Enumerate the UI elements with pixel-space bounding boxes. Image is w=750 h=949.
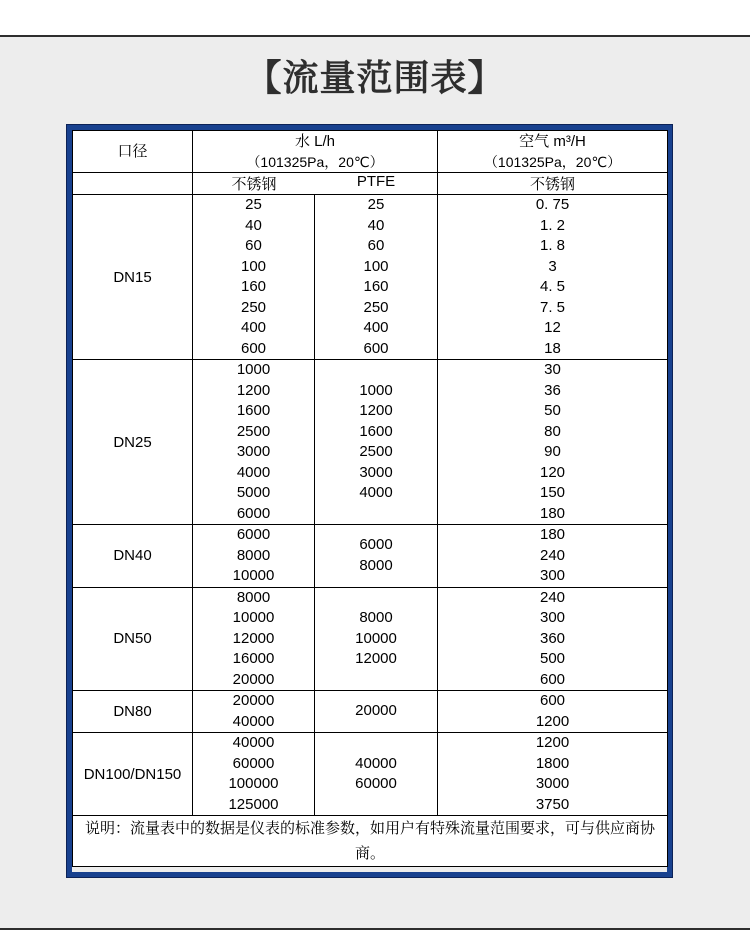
- flow-table-body: [73, 195, 668, 816]
- water-ptfe-cell: [315, 195, 438, 360]
- value-line: 40000: [355, 754, 397, 772]
- air-stainless-cell: [438, 195, 668, 360]
- value-line: 3000: [236, 443, 271, 460]
- air-stainless-cell: [438, 733, 668, 816]
- water-stainless-cell: [193, 587, 315, 691]
- header-air-condition: （101325Pa，20℃）: [483, 153, 622, 170]
- diameter-cell: DN40: [73, 525, 193, 588]
- value-line: 2500: [236, 422, 271, 440]
- diameter-cell: DN80: [73, 691, 193, 733]
- value-line: 20000: [355, 702, 397, 720]
- value-line: 16000: [232, 650, 275, 667]
- header-air-title: 空气 m³/H: [519, 132, 586, 150]
- header-water-stainless: 不锈钢: [231, 176, 277, 193]
- note-row: [73, 816, 668, 867]
- value-line: 600: [240, 339, 267, 357]
- table-header: [73, 131, 668, 195]
- value-line: 600: [363, 339, 389, 357]
- table-row: [73, 691, 668, 733]
- air-stainless-cell: [438, 525, 668, 588]
- air-stainless-cell: [438, 360, 668, 525]
- value-line: 0. 75: [535, 196, 570, 213]
- flow-range-table: [72, 130, 668, 867]
- value-line: 60000: [355, 775, 397, 792]
- header-water-ptfe: PTFE: [356, 173, 396, 190]
- value-line: 1600: [359, 422, 393, 440]
- value-line: 1200: [535, 712, 570, 730]
- value-line: 180: [540, 504, 566, 522]
- value-line: 1. 8: [540, 237, 566, 254]
- value-line: 120: [540, 463, 566, 481]
- water-ptfe-cell: [315, 360, 438, 525]
- table-row: [73, 195, 668, 360]
- value-line: 300: [540, 609, 566, 626]
- value-line: 5000: [236, 484, 271, 501]
- air-stainless-cell: [438, 691, 668, 733]
- value-line: 3: [548, 257, 557, 275]
- bottom-rule: [0, 928, 750, 930]
- value-line: 1600: [236, 402, 271, 419]
- value-line: 8000: [236, 546, 271, 564]
- water-stainless-cell: [193, 733, 315, 816]
- value-line: 3000: [359, 463, 393, 481]
- water-ptfe-cell: [315, 525, 438, 588]
- header-row-1: [73, 131, 668, 173]
- value-line: 4000: [236, 463, 271, 481]
- header-water-materials-split: [193, 173, 437, 194]
- table-row: [73, 525, 668, 588]
- header-water: [193, 131, 438, 173]
- value-line: 160: [240, 278, 267, 295]
- value-line: 10000: [232, 609, 275, 626]
- air-stainless-cell: [438, 587, 668, 691]
- value-line: 1000: [359, 381, 393, 399]
- water-stainless-cell: [193, 525, 315, 588]
- table-row: [73, 733, 668, 816]
- header-air: [438, 131, 668, 173]
- page-title: 【流量范围表】: [245, 57, 505, 98]
- water-ptfe-cell: [315, 587, 438, 691]
- value-line: 125000: [228, 795, 279, 813]
- value-line: 8000: [236, 588, 271, 606]
- value-line: 40000: [232, 712, 275, 730]
- value-line: 80: [544, 422, 561, 440]
- value-line: 240: [540, 588, 566, 606]
- value-line: 36: [544, 381, 561, 399]
- table-frame: [67, 125, 672, 877]
- value-line: 7. 5: [540, 298, 566, 316]
- header-diameter: 口径: [73, 131, 193, 173]
- value-line: 160: [363, 278, 389, 295]
- table-footer: [73, 816, 668, 867]
- value-line: 1200: [359, 402, 393, 419]
- value-line: 240: [540, 546, 566, 564]
- value-line: 600: [540, 670, 566, 688]
- header-air-stainless: 不锈钢: [438, 173, 668, 195]
- value-line: 8000: [359, 609, 393, 626]
- value-line: 40: [367, 216, 385, 234]
- value-line: 6000: [236, 526, 271, 543]
- value-line: 2500: [359, 443, 393, 460]
- value-line: 100000: [228, 775, 279, 792]
- value-line: 18: [544, 339, 561, 357]
- value-line: 400: [363, 319, 389, 336]
- table-row: [73, 360, 668, 525]
- water-stainless-cell: [193, 691, 315, 733]
- value-line: 300: [540, 567, 566, 584]
- value-line: 400: [240, 319, 267, 336]
- value-line: 100: [240, 257, 267, 275]
- diameter-cell: DN100/DN150: [73, 733, 193, 816]
- value-line: 60: [245, 237, 262, 254]
- value-line: 4000: [359, 484, 393, 501]
- note-cell: 说明：流量表中的数据是仪表的标准参数，如用户有特殊流量范围要求，可与供应商协商。: [73, 816, 668, 867]
- value-line: 30: [544, 361, 561, 378]
- value-line: 8000: [359, 556, 393, 574]
- header-water-materials: [193, 173, 438, 195]
- value-line: 250: [240, 298, 267, 316]
- value-line: 25: [245, 196, 262, 213]
- value-line: 1. 2: [540, 216, 566, 234]
- value-line: 20000: [232, 670, 275, 688]
- value-line: 12000: [232, 629, 275, 647]
- diameter-cell: DN25: [73, 360, 193, 525]
- value-line: 250: [363, 298, 389, 316]
- table-row: [73, 587, 668, 691]
- value-line: 1200: [236, 381, 271, 399]
- value-line: 60: [367, 237, 385, 254]
- value-line: 50: [544, 402, 561, 419]
- value-line: 6000: [359, 536, 393, 554]
- header-diameter-empty: [73, 173, 193, 195]
- value-line: 600: [540, 692, 566, 709]
- value-line: 180: [540, 526, 566, 543]
- water-stainless-cell: [193, 360, 315, 525]
- water-ptfe-cell: [315, 691, 438, 733]
- value-line: 90: [544, 443, 561, 460]
- header-water-title: 水 L/h: [294, 132, 336, 150]
- diameter-cell: DN50: [73, 587, 193, 691]
- water-ptfe-cell: [315, 733, 438, 816]
- value-line: 10000: [355, 629, 397, 647]
- value-line: 25: [367, 196, 385, 213]
- diameter-cell: DN15: [73, 195, 193, 360]
- header-row-2: [73, 173, 668, 195]
- value-line: 60000: [232, 754, 275, 772]
- header-water-condition: （101325Pa，20℃）: [246, 153, 384, 170]
- value-line: 6000: [236, 504, 271, 522]
- value-line: 12: [544, 319, 561, 336]
- value-line: 100: [363, 257, 389, 275]
- value-line: 3000: [535, 775, 570, 792]
- value-line: 150: [540, 484, 566, 501]
- value-line: 1200: [535, 734, 570, 751]
- water-stainless-cell: [193, 195, 315, 360]
- value-line: 40: [245, 216, 262, 234]
- value-line: 20000: [232, 692, 275, 709]
- value-line: 3750: [535, 795, 570, 813]
- value-line: 12000: [355, 650, 397, 667]
- content-area: [0, 37, 750, 928]
- value-line: 1000: [236, 361, 271, 378]
- value-line: 10000: [232, 567, 275, 584]
- value-line: 1800: [535, 754, 570, 772]
- value-line: 40000: [232, 734, 275, 751]
- top-margin: [0, 0, 750, 35]
- value-line: 4. 5: [540, 278, 566, 295]
- value-line: 500: [540, 650, 566, 667]
- value-line: 360: [540, 629, 566, 647]
